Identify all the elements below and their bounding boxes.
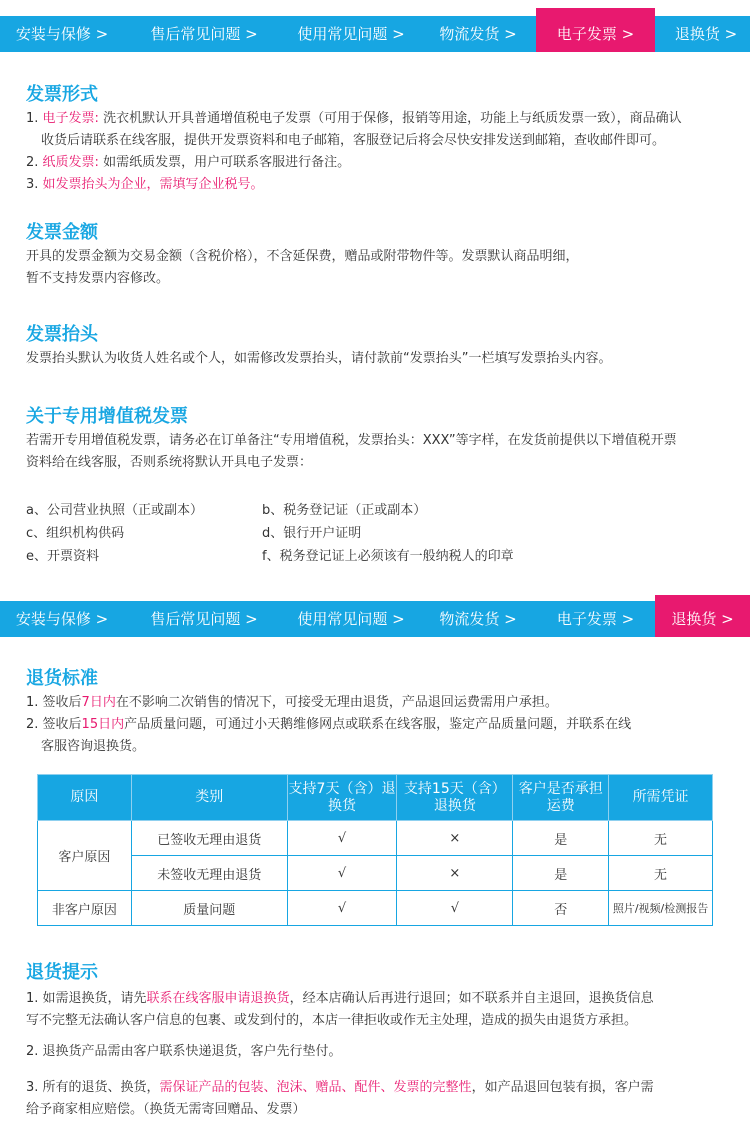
- nav-after-sales-faq[interactable]: 售后常见问题 >: [150, 25, 258, 43]
- table-header-15-days: 支持15天（含）退换货: [397, 775, 513, 821]
- invoice-form-item-2: 2. 纸质发票: 如需纸质发票，用户可联系客服进行备注。: [26, 155, 351, 170]
- table-cell: 是: [513, 856, 609, 891]
- vat-doc-b: b、税务登记证（正或副本）: [262, 503, 427, 518]
- invoice-header-line-1: 发票抬头默认为收货人姓名或个人，如需修改发票抬头，请付款前“发票抬头”一栏填写发票抬头内容。: [26, 351, 612, 366]
- nav-install-warranty[interactable]: 安装与保修 >: [15, 25, 109, 43]
- nav-logistics[interactable]: 物流发货 >: [439, 25, 517, 43]
- table-cell: 无: [609, 821, 713, 856]
- nav-e-invoice[interactable]: 电子发票 >: [536, 8, 655, 52]
- invoice-form-item-1-line-2: 收货后请联系在线客服，提供开发票资料和电子邮箱，客服登记后将会尽快安排发送到邮箱，查收邮件即可。: [41, 133, 666, 148]
- nav-e-invoice[interactable]: 电子发票 >: [556, 610, 635, 628]
- table-cell: ×: [397, 821, 513, 856]
- table-header-proof: 所需凭证: [609, 775, 713, 821]
- invoice-form-item-1: 1. 电子发票: 洗衣机默认开具普通增值税电子发票（可用于保修，报销等用途，功能上与纸质发票一致），商品确认: [26, 111, 682, 126]
- nav-after-sales-faq[interactable]: 售后常见问题 >: [150, 610, 258, 628]
- return-tip-1-line-2: 写不完整无法确认客户信息的包裹、或发到付的，本店一律拒收或作无主处理，造成的损失由退货方承担。: [26, 1013, 638, 1028]
- nav-logistics[interactable]: 物流发货 >: [439, 610, 517, 628]
- table-header-reason: 原因: [38, 775, 132, 821]
- vat-doc-f: f、税务登记证上必须该有一般纳税人的印章: [262, 549, 514, 564]
- e-invoice-label: 电子发票:: [42, 111, 99, 126]
- table-row: [38, 891, 713, 926]
- table-header-category: 类别: [131, 775, 287, 821]
- table-cell-proof: 照片/视频/检测报告: [609, 891, 713, 926]
- table-header-row: [38, 775, 713, 821]
- nav-install-warranty[interactable]: 安装与保修 >: [15, 610, 109, 628]
- vat-doc-d: d、银行开户证明: [262, 526, 362, 541]
- table-cell: 否: [513, 891, 609, 926]
- paper-invoice-label: 纸质发票:: [42, 155, 99, 170]
- return-standard-title: 退货标准: [26, 668, 98, 689]
- vat-doc-e: e、开票资料: [26, 549, 99, 564]
- table-cell: √: [287, 821, 397, 856]
- table-cell: 是: [513, 821, 609, 856]
- invoice-form-item-3: 3. 如发票抬头为企业，需填写企业税号。: [26, 177, 264, 192]
- nav-returns[interactable]: 退换货 >: [655, 595, 750, 637]
- vat-doc-a: a、公司营业执照（正或副本）: [26, 503, 203, 518]
- invoice-amount-line-2: 暂不支持发票内容修改。: [26, 271, 170, 286]
- return-tip-1: 1. 如需退换货，请先联系在线客服申请退换货，经本店确认后再进行退回；如不联系并自主退回，退换货信息: [26, 991, 654, 1006]
- table-header-7-days: 支持7天（含）退换货: [287, 775, 397, 821]
- invoice-amount-line-1: 开具的发票金额为交易金额（含税价格），不含延保费，赠品或附带物件等。发票默认商品明细，: [26, 249, 579, 264]
- invoice-form-title: 发票形式: [26, 84, 98, 105]
- table-cell: √: [397, 891, 513, 926]
- table-cell: 已签收无理由退货: [131, 821, 287, 856]
- table-cell: 质量问题: [131, 891, 287, 926]
- table-cell: ×: [397, 856, 513, 891]
- table-cell: √: [287, 856, 397, 891]
- return-standard-item-1: 1. 签收后7日内在不影响二次销售的情况下，可接受无理由退货，产品退回运费需用户承担。: [26, 695, 558, 710]
- nav-returns[interactable]: 退换货 >: [674, 25, 738, 43]
- vat-doc-c: c、组织机构供码: [26, 526, 125, 541]
- table-group-customer: 客户原因: [38, 821, 132, 891]
- nav-bar-bottom: [0, 601, 750, 637]
- invoice-amount-title: 发票金额: [26, 222, 98, 243]
- return-tips-title: 退货提示: [26, 962, 98, 983]
- vat-invoice-line-1: 若需开专用增值税发票，请务必在订单备注“专用增值税，发票抬头：XXX”等字样，在发货前提供以下增值税开票: [26, 433, 677, 448]
- return-tip-3-line-2: 给予商家相应赔偿。（换货无需寄回赠品、发票）: [26, 1102, 306, 1117]
- invoice-header-title: 发票抬头: [26, 324, 98, 345]
- nav-usage-faq[interactable]: 使用常见问题 >: [297, 25, 405, 43]
- return-standard-item-2-line-2: 客服咨询退换货。: [41, 739, 146, 754]
- table-row: [38, 856, 713, 891]
- table-group-non-customer: 非客户原因: [38, 891, 132, 926]
- vat-invoice-line-2: 资料给在线客服，否则系统将默认开具电子发票：: [26, 455, 313, 470]
- table-row: [38, 821, 713, 856]
- return-policy-table: [37, 774, 713, 926]
- table-cell: 未签收无理由退货: [131, 856, 287, 891]
- return-tip-2: 2. 退换货产品需由客户联系快递退货，客户先行垫付。: [26, 1044, 342, 1059]
- table-header-shipping-fee: 客户是否承担运费: [513, 775, 609, 821]
- nav-usage-faq[interactable]: 使用常见问题 >: [297, 610, 405, 628]
- table-cell: 无: [609, 856, 713, 891]
- vat-invoice-title: 关于专用增值税发票: [26, 406, 188, 427]
- nav-bar-top: [0, 16, 750, 52]
- return-standard-item-2: 2. 签收后15日内产品质量问题，可通过小天鹅维修网点或联系在线客服，鉴定产品质量问题，并联系在线: [26, 717, 632, 732]
- return-tip-3: 3. 所有的退货、换货，需保证产品的包装、泡沫、赠品、配件、发票的完整性，如产品退回包装有损，客户需: [26, 1080, 654, 1095]
- table-cell: √: [287, 891, 397, 926]
